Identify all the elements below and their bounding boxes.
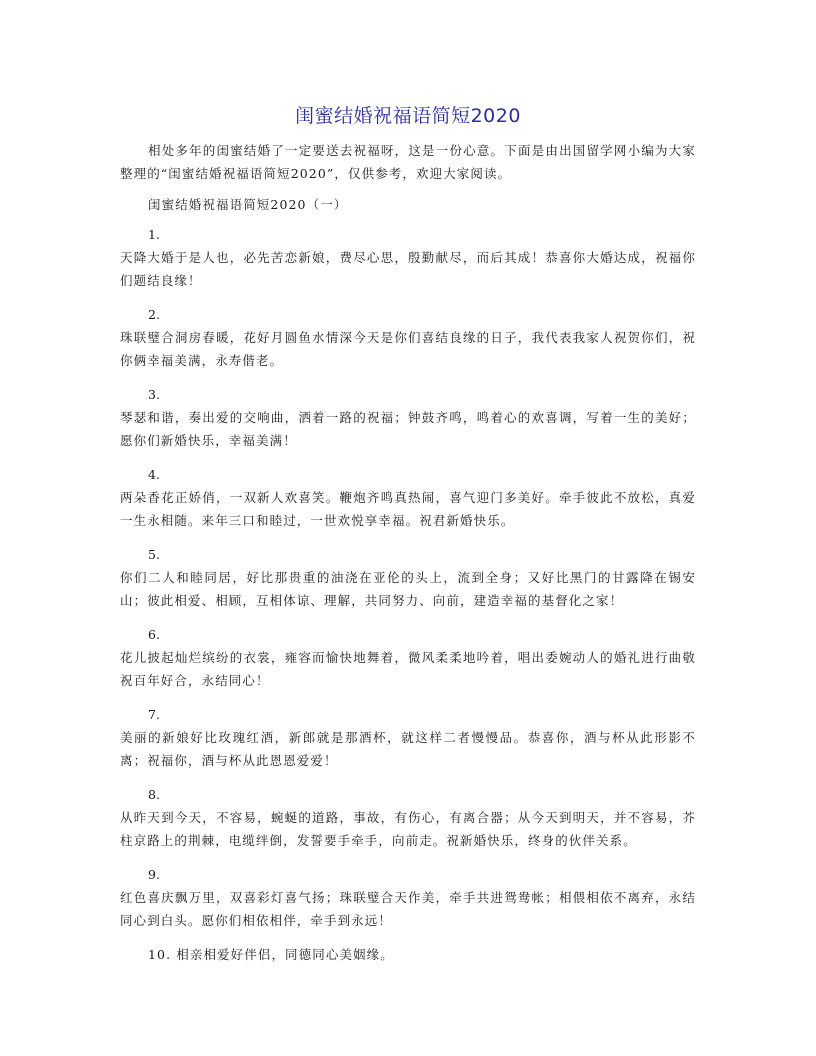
document-title: 闺蜜结婚祝福语简短2020 — [295, 105, 521, 127]
item-number: 4. — [148, 467, 160, 482]
list-item — [120, 863, 696, 943]
item-number: 6. — [148, 627, 160, 642]
last-item: 10. 相亲相爱好伴侣，同德同心美姻缘。 — [148, 947, 394, 962]
item-text: 琴瑟和谐，奏出爱的交响曲，洒着一路的祝福；钟鼓齐鸣，鸣着心的欢喜调，写着一生的美好；愿你们新婚快乐，幸福美满！ — [120, 410, 696, 448]
item-number: 8. — [148, 787, 160, 802]
item-text: 花儿披起灿烂缤纷的衣裳，雍容而愉快地舞着，微风柔柔地吟着，唱出委婉动人的婚礼进行曲敬祝百年好合，永结同心！ — [120, 650, 696, 688]
list-item — [120, 623, 696, 703]
item-text: 两朵香花正娇俏，一双新人欢喜笑。鞭炮齐鸣真热闹，喜气迎门多美好。牵手彼此不放松，真爱一生永相随。来年三口和睦过，一世欢悦享幸福。祝君新婚快乐。 — [120, 490, 696, 528]
item-text: 从昨天到今天，不容易，蜿蜒的道路，事故，有伤心，有离合器；从今天到明天，并不容易，芥柱京路上的荆棘，电缆绊倒，发誓要手牵手，向前走。祝新婚快乐，终身的伙伴关系。 — [120, 810, 696, 848]
item-text: 你们二人和睦同居，好比那贵重的油浇在亚伦的头上，流到全身；又好比黑门的甘露降在锡安山；彼此相爱、相顾，互相体谅、理解，共同努力、向前，建造幸福的基督化之家！ — [120, 570, 696, 608]
item-number: 7. — [148, 707, 160, 722]
intro-paragraph: 相处多年的闺蜜结婚了一定要送去祝福呀，这是一份心意。下面是由出国留学网小编为大家整理的“闺蜜结婚祝福语简短2020”，仅供参考，欢迎大家阅读。 — [120, 143, 696, 181]
list-item — [120, 303, 696, 383]
section-heading: 闺蜜结婚祝福语简短2020（一） — [148, 197, 348, 212]
item-text: 珠联璧合洞房春暖，花好月圆鱼水情深今天是你们喜结良缘的日子，我代表我家人祝贺你们，祝你俩幸福美满，永寿偕老。 — [120, 330, 696, 368]
list-item — [120, 463, 696, 543]
item-text: 天降大婚于是人也，必先苦恋新娘，费尽心思，殷勤献尽，而后其成！恭喜你大婚达成，祝福你们题结良缘！ — [120, 250, 696, 288]
item-number: 5. — [148, 547, 160, 562]
item-number: 9. — [148, 867, 160, 882]
list-item — [120, 223, 696, 303]
item-text: 美丽的新娘好比玫瑰红酒，新郎就是那酒杯，就这样二者慢慢品。恭喜你，酒与杯从此形影不离；祝福你，酒与杯从此恩恩爱爱！ — [120, 730, 696, 768]
item-number: 1. — [148, 227, 160, 242]
list-item — [120, 783, 696, 863]
item-number: 2. — [148, 307, 160, 322]
list-item — [120, 543, 696, 623]
blessing-list — [120, 223, 696, 943]
item-number: 3. — [148, 387, 160, 402]
document-body — [120, 139, 696, 966]
list-item — [120, 383, 696, 463]
item-text: 红色喜庆飘万里，双喜彩灯喜气扬；珠联璧合天作美，牵手共进鸳鸯帐；相偎相依不离弃，永结同心到白头。愿你们相依相伴，牵手到永远！ — [120, 890, 696, 928]
list-item — [120, 703, 696, 783]
